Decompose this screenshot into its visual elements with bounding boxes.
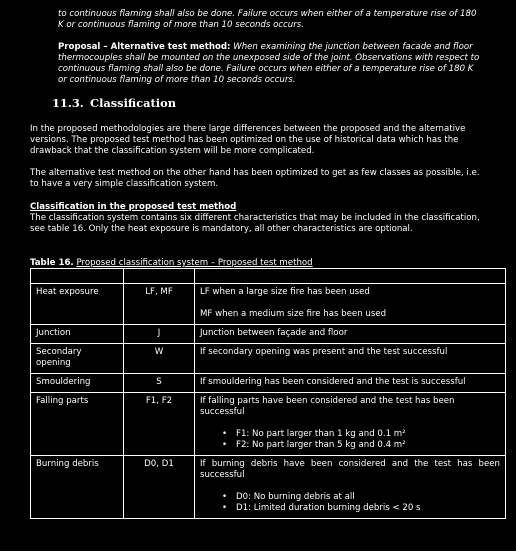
characteristic-description (195, 344, 506, 374)
subsection-text: The classification system contains six different characteristics that may be included in the classification, see table 16. Only the heat exposure is mandatory, all other characteristics are optional. (30, 213, 480, 234)
characteristic-code: S (124, 374, 195, 393)
intro-text: to continuous flaming shall also be done. Failure occurs when either of a temperature rise of 180 K or continuous flaming of more than 10 seconds occurs. (58, 9, 477, 30)
section-title: Classification (90, 96, 176, 110)
description-line: LF when a large size fire has been used (200, 287, 370, 297)
characteristic-name: Falling parts (31, 393, 124, 456)
proposal-text: When examining the junction between facade and floor thermocouples shall be mounted on the unexposed side of the joint. Observations with respect to continuous flaming shall also be done. Failure occurs when either of a temperature rise of 180 K or continuous flaming of more than 10 seconds occurs. (58, 42, 480, 85)
description-line: If smouldering has been considered and the test is successful (200, 377, 466, 387)
bullet-list (200, 492, 500, 514)
characteristic-description (195, 284, 506, 325)
paragraph-2: The alternative test method on the other hand has been optimized to get as few classes as possible, i.e. to have a very simple classification system. (30, 168, 480, 189)
characteristic-description (195, 456, 506, 519)
header-cell (31, 269, 124, 284)
characteristic-code: W (124, 344, 195, 374)
bullet-list (200, 429, 500, 451)
classification-table (30, 268, 506, 519)
description-line: MF when a medium size fire has been used (200, 309, 387, 319)
bullet-item: • F1: No part larger than 1 kg and 0.1 m² (222, 429, 500, 440)
description-line: Junction between façade and floor (200, 328, 348, 338)
characteristic-name: Secondary opening (31, 344, 124, 374)
subsection-title: Classification in the proposed test method (30, 202, 237, 212)
table-row (31, 344, 506, 374)
table-row (31, 374, 506, 393)
description-line: If falling parts have been considered and the test has been successful (200, 396, 455, 417)
characteristic-description (195, 325, 506, 344)
characteristic-name: Burning debris (31, 456, 124, 519)
header-cell (195, 269, 506, 284)
characteristic-code: J (124, 325, 195, 344)
table-caption-text: Proposed classification system – Proposed test method (76, 258, 313, 268)
description-line: If secondary opening was present and the test successful (200, 347, 448, 357)
characteristic-name: Smouldering (31, 374, 124, 393)
table-row (31, 325, 506, 344)
characteristic-description (195, 393, 506, 456)
proposal-paragraph (58, 42, 484, 86)
table-header-row (31, 269, 506, 284)
header-cell (124, 269, 195, 284)
table-row (31, 456, 506, 519)
paragraph-1: In the proposed methodologies are there large differences between the proposed and the alternative versions. The proposed test method has been optimized on the use of historical data which has the drawback that the classification system will be more complicated. (30, 124, 466, 156)
description-line: If burning debris have been considered and the test has been successful (200, 459, 500, 480)
bullet-item: • D1: Limited duration burning debris < 20 s (222, 503, 500, 514)
proposal-label: Proposal – Alternative test method: (58, 42, 231, 52)
table-row (31, 284, 506, 325)
section-heading (52, 98, 176, 109)
characteristic-code: D0, D1 (124, 456, 195, 519)
bullet-item: • F2: No part larger than 5 kg and 0.4 m² (222, 440, 500, 451)
intro-paragraph (58, 9, 484, 31)
table-caption-label: Table 16. (30, 258, 74, 268)
table-row (31, 393, 506, 456)
section-number: 11.3. (52, 96, 84, 110)
characteristic-name: Heat exposure (31, 284, 124, 325)
characteristic-code: F1, F2 (124, 393, 195, 456)
characteristic-description (195, 374, 506, 393)
bullet-item: • D0: No burning debris at all (222, 492, 500, 503)
characteristic-code: LF, MF (124, 284, 195, 325)
characteristic-name: Junction (31, 325, 124, 344)
